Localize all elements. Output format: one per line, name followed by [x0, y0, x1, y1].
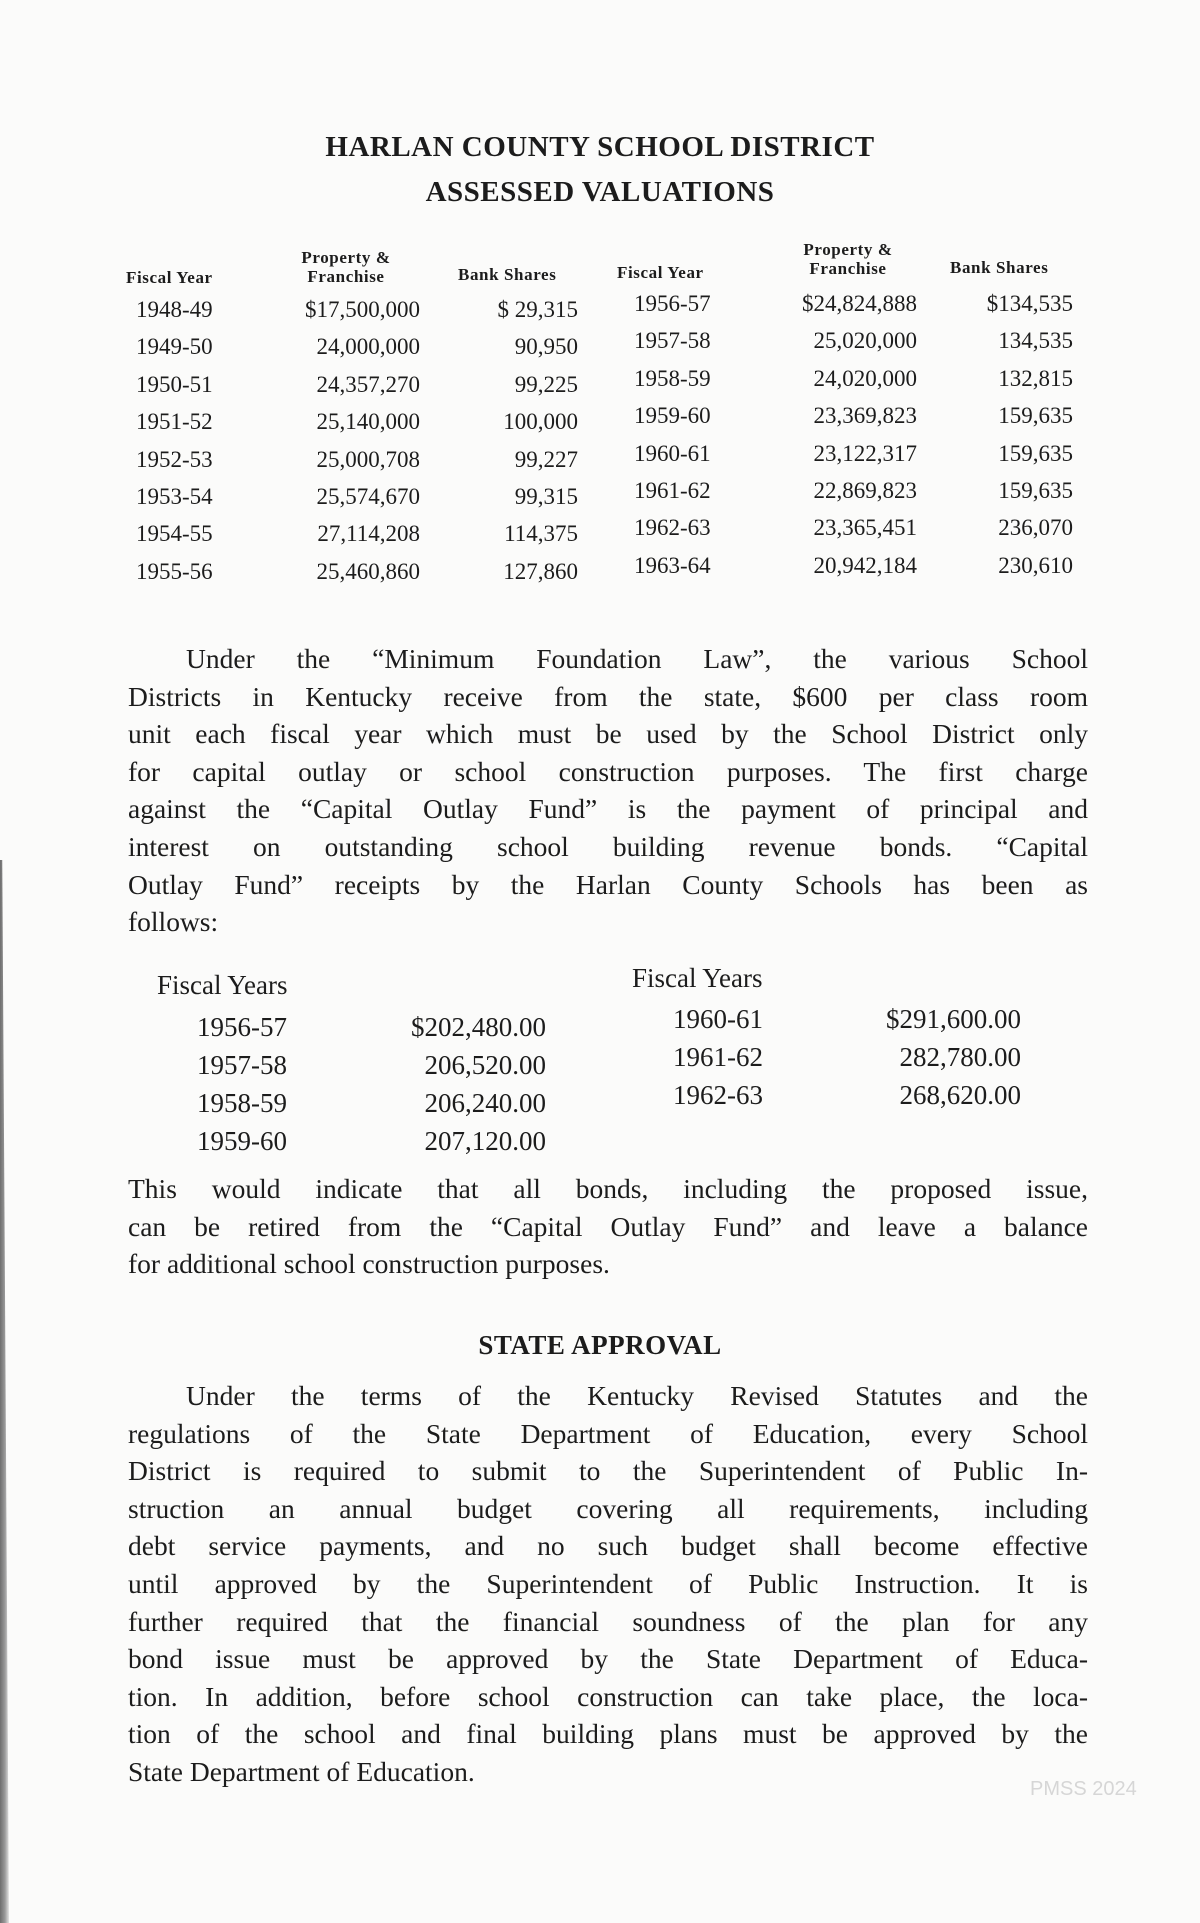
bank-shares-cell: $ 29,315: [497, 297, 578, 322]
receipt-amount-cell: 206,520.00: [424, 1050, 546, 1080]
property-value-cell: $24,824,888: [802, 291, 917, 316]
paragraph-line: State Department of Education.: [128, 1755, 475, 1787]
property-value-cell: 24,020,000: [813, 365, 917, 391]
paragraph-line: debt service payments, and no such budget shall become effective: [128, 1530, 1088, 1562]
bank-shares-cell: 134,535: [998, 328, 1073, 354]
paragraph-line: can be retired from the “Capital Outlay Fund” and leave a balance: [128, 1210, 1088, 1242]
minimum-foundation-paragraph: [128, 640, 1088, 941]
paragraph-line: until approved by the Superintendent of Public Instruction. It is: [128, 1567, 1088, 1599]
property-value-cell: 25,574,670: [316, 484, 420, 509]
property-value-cell: 24,357,270: [316, 371, 420, 397]
header-property-line1: Property &: [301, 248, 391, 267]
receipt-year-cell: 1960-61: [673, 1004, 763, 1034]
bank-shares-cell: 132,815: [998, 365, 1073, 391]
paragraph-line: further required that the financial soundness of the plan for any: [128, 1605, 1088, 1637]
paragraph-line: against the “Capital Outlay Fund” is the payment of principal and: [128, 793, 1088, 825]
paragraph-line: Under the “Minimum Foundation Law”, the various School: [186, 643, 1088, 674]
paragraph-line: This would indicate that all bonds, including the proposed issue,: [128, 1173, 1088, 1204]
receipt-year-cell: 1961-62: [673, 1042, 763, 1072]
bank-shares-cell: 90,950: [514, 334, 578, 360]
receipt-year-cell: 1959-60: [197, 1126, 287, 1156]
state-approval-heading: STATE APPROVAL: [478, 1330, 722, 1360]
bank-shares-cell: 127,860: [503, 558, 578, 584]
receipt-amount-cell: 207,120.00: [424, 1126, 546, 1156]
fiscal-year-cell: 1948-49: [136, 297, 213, 322]
paragraph-line: follows:: [128, 906, 219, 938]
paragraph-line: regulations of the State Department of Education, every School: [128, 1417, 1088, 1449]
header-property-left: [276, 248, 416, 286]
bank-shares-cell: 159,635: [998, 440, 1073, 466]
fiscal-year-cell: 1957-58: [634, 328, 711, 354]
property-value-cell: 25,000,708: [316, 446, 420, 472]
fiscal-year-cell: 1952-53: [136, 446, 213, 472]
bank-shares-cell: 99,315: [514, 484, 578, 509]
receipts-header-right: Fiscal Years: [632, 963, 763, 993]
state-approval-paragraph: [128, 1377, 1088, 1791]
paragraph-line: District is required to submit to the Superintendent of Public In-: [128, 1455, 1088, 1487]
bank-shares-cell: 114,375: [504, 521, 578, 547]
bank-shares-cell: 159,635: [998, 478, 1073, 503]
paragraph-line: Outlay Fund” receipts by the Harlan County Schools has been as: [128, 868, 1088, 900]
fiscal-year-cell: 1949-50: [136, 334, 213, 360]
header-bank-shares-left: Bank Shares: [458, 265, 557, 284]
property-value-cell: 22,869,823: [813, 478, 917, 503]
bank-shares-cell: 99,225: [514, 371, 578, 397]
fiscal-year-cell: 1951-52: [136, 409, 213, 435]
fiscal-year-cell: 1959-60: [634, 403, 711, 429]
bank-shares-cell: $134,535: [986, 291, 1073, 316]
receipt-amount-cell: $202,480.00: [411, 1012, 546, 1042]
header-property-line1: Property &: [803, 240, 893, 259]
receipt-year-cell: 1957-58: [197, 1050, 287, 1080]
bank-shares-cell: 100,000: [503, 409, 578, 435]
header-bank-shares-right: Bank Shares: [950, 258, 1049, 277]
paragraph-line: tion of the school and final building plans must be approved by the: [128, 1718, 1088, 1750]
paragraph-line: struction an annual budget covering all requirements, including: [128, 1492, 1088, 1524]
fiscal-year-cell: 1963-64: [634, 552, 711, 578]
paragraph-line: Districts in Kentucky receive from the state, $600 per class room: [128, 680, 1088, 712]
fiscal-year-cell: 1955-56: [136, 558, 213, 584]
paragraph-line: for additional school construction purposes.: [128, 1248, 610, 1280]
bank-shares-cell: 159,635: [998, 403, 1073, 429]
property-value-cell: $17,500,000: [305, 297, 420, 322]
bank-shares-cell: 236,070: [998, 515, 1073, 541]
receipt-amount-cell: 268,620.00: [899, 1080, 1021, 1110]
receipt-year-cell: 1958-59: [197, 1088, 287, 1118]
document-title: HARLAN COUNTY SCHOOL DISTRICT: [325, 131, 875, 163]
fiscal-year-cell: 1960-61: [634, 440, 711, 466]
property-value-cell: 27,114,208: [317, 521, 420, 547]
property-value-cell: 23,122,317: [813, 440, 917, 466]
receipt-year-cell: 1956-57: [197, 1012, 287, 1042]
property-value-cell: 20,942,184: [813, 552, 917, 578]
paragraph-line: bond issue must be approved by the State Department of Educa-: [128, 1643, 1088, 1675]
receipt-year-cell: 1962-63: [673, 1080, 763, 1110]
property-value-cell: 25,460,860: [316, 558, 420, 584]
watermark: PMSS 2024: [1030, 1778, 1137, 1800]
bank-shares-cell: 230,610: [998, 552, 1073, 578]
paragraph-line: interest on outstanding school building revenue bonds. “Capital: [128, 830, 1088, 862]
paragraph-line: for capital outlay or school construction purposes. The first charge: [128, 755, 1088, 787]
receipt-amount-cell: 206,240.00: [424, 1088, 546, 1118]
property-value-cell: 25,140,000: [316, 409, 420, 435]
fiscal-year-cell: 1958-59: [634, 365, 711, 391]
paragraph-line: Under the terms of the Kentucky Revised Statutes and the: [186, 1380, 1088, 1411]
fiscal-year-cell: 1962-63: [634, 515, 711, 541]
paragraph-line: tion. In addition, before school construction can take place, the loca-: [128, 1680, 1088, 1712]
header-fiscal-year-left: Fiscal Year: [126, 268, 213, 287]
receipt-amount-cell: 282,780.00: [899, 1042, 1021, 1072]
fiscal-year-cell: 1950-51: [136, 371, 213, 397]
header-property-line2: Franchise: [307, 267, 385, 286]
fiscal-year-cell: 1961-62: [634, 478, 711, 503]
paragraph-line: unit each fiscal year which must be used by the School District only: [128, 718, 1088, 750]
header-property-line2: Franchise: [809, 259, 887, 278]
property-value-cell: 25,020,000: [813, 328, 917, 354]
fiscal-year-cell: 1956-57: [634, 291, 711, 316]
header-property-right: [778, 240, 918, 278]
receipts-header-left: Fiscal Years: [157, 970, 288, 1000]
fiscal-year-cell: 1954-55: [136, 521, 213, 547]
receipt-amount-cell: $291,600.00: [886, 1004, 1021, 1034]
document-subtitle: ASSESSED VALUATIONS: [425, 176, 775, 208]
fiscal-year-cell: 1953-54: [136, 484, 213, 509]
bank-shares-cell: 99,227: [514, 446, 578, 472]
property-value-cell: 23,369,823: [813, 403, 917, 429]
property-value-cell: 23,365,451: [813, 515, 917, 541]
page-binding-edge: [0, 860, 9, 1923]
property-value-cell: 24,000,000: [316, 334, 420, 360]
header-fiscal-year-right: Fiscal Year: [617, 263, 704, 282]
bonds-retirement-paragraph: [128, 1170, 1088, 1283]
